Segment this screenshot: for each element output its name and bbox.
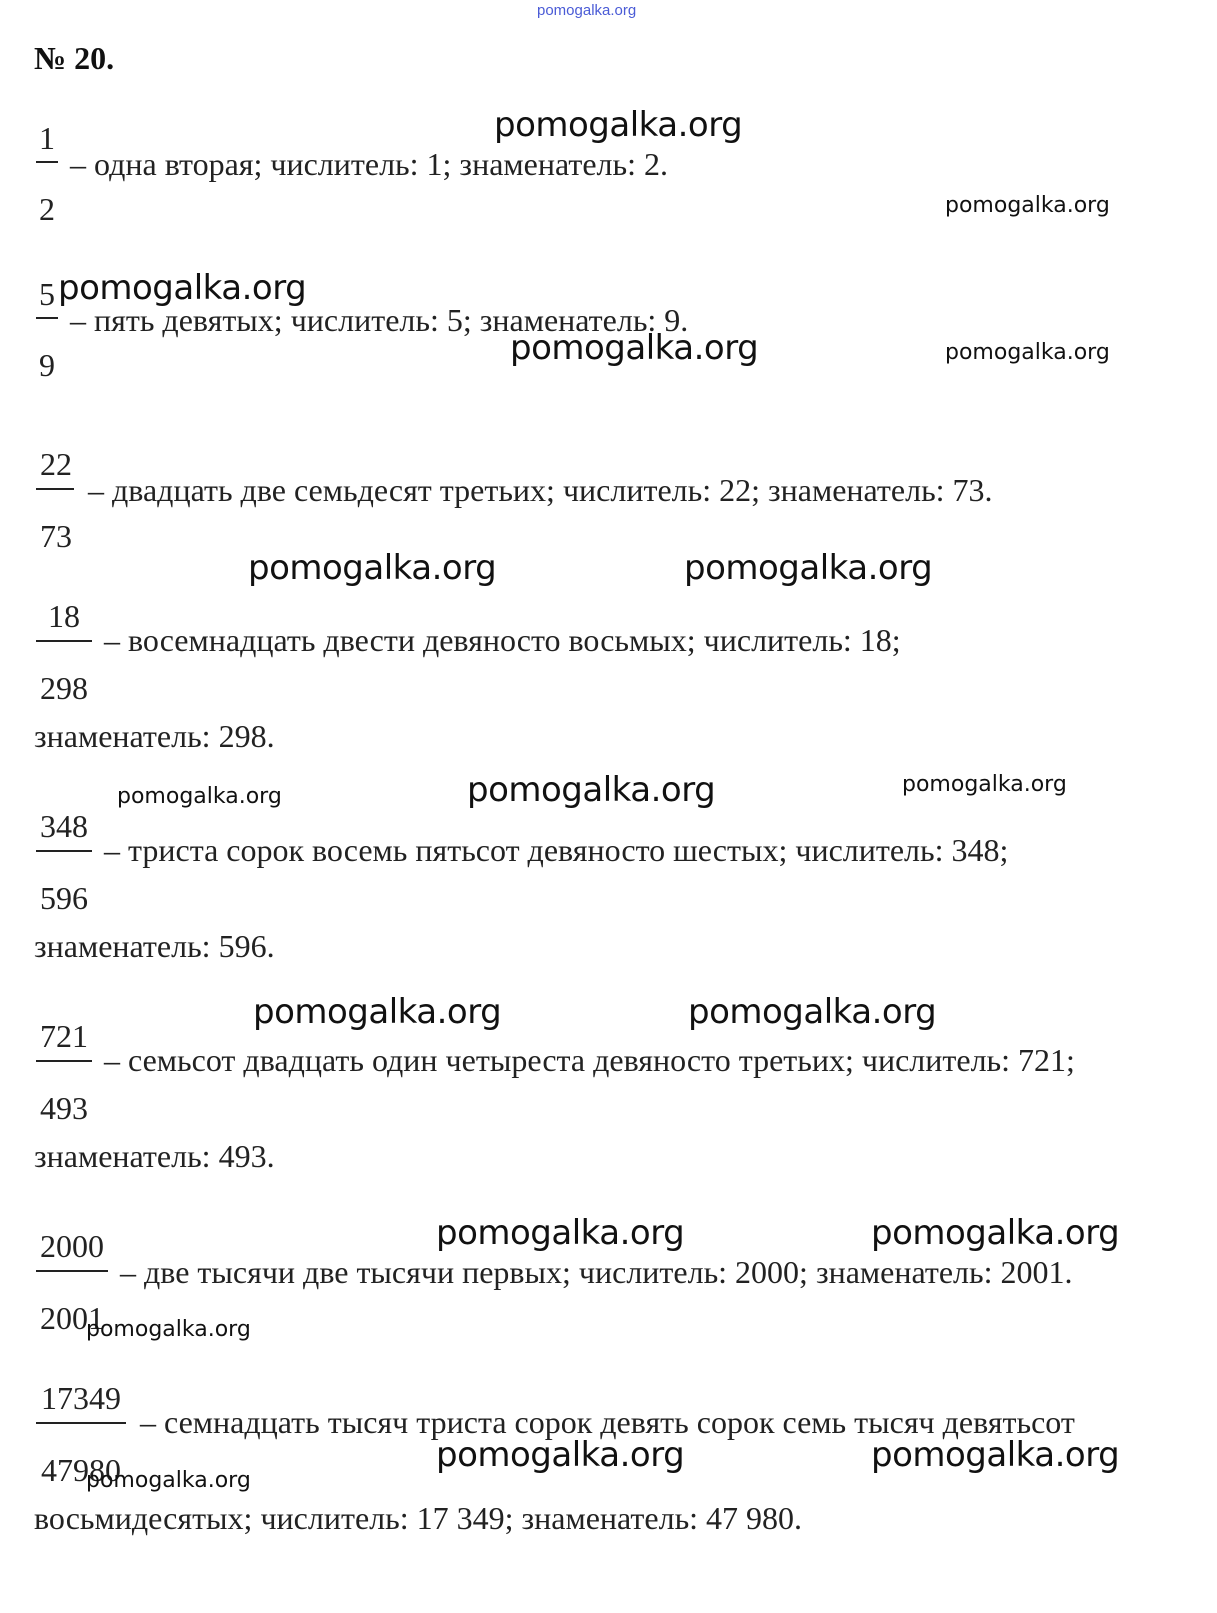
fraction-2 (36, 278, 58, 381)
description-continuation: знаменатель: 493. (34, 1138, 275, 1174)
denominator: 9 (39, 347, 55, 383)
fraction-bar (36, 1422, 126, 1424)
fraction-bar (36, 1060, 92, 1062)
fraction-1 (36, 122, 58, 225)
fraction-description: – одна вторая; числитель: 1; знаменатель: 2. (70, 146, 668, 182)
denominator: 596 (40, 880, 88, 916)
fraction-bar (36, 317, 58, 319)
watermark: pomogalka.org (510, 328, 759, 368)
description-continuation: знаменатель: 298. (34, 718, 275, 754)
watermark: pomogalka.org (945, 340, 1110, 365)
fraction-4 (36, 600, 92, 704)
numerator: 721 (40, 1018, 88, 1054)
denominator: 493 (40, 1090, 88, 1126)
fraction-5 (36, 810, 92, 914)
watermark: pomogalka.org (436, 1435, 685, 1475)
numerator: 348 (40, 808, 88, 844)
fraction-description: – две тысячи две тысячи первых; числитель: 2000; знаменатель: 2001. (120, 1254, 1073, 1290)
fraction-bar (36, 488, 74, 490)
watermark: pomogalka.org (945, 193, 1110, 218)
fraction-description: – семьсот двадцать один четыреста девяносто третьих; числитель: 721; (104, 1042, 1075, 1078)
watermark: pomogalka.org (248, 548, 497, 588)
watermark: pomogalka.org (684, 548, 933, 588)
watermark: pomogalka.org (467, 770, 716, 810)
watermark: pomogalka.org (688, 992, 937, 1032)
numerator: 18 (48, 598, 80, 634)
watermark: pomogalka.org (494, 105, 743, 145)
watermark: pomogalka.org (871, 1213, 1120, 1253)
numerator: 17349 (41, 1380, 121, 1416)
numerator: 1 (39, 120, 55, 156)
watermark: pomogalka.org (902, 772, 1067, 797)
denominator: 2001 (40, 1300, 104, 1336)
watermark: pomogalka.org (86, 1468, 251, 1493)
description-continuation: знаменатель: 596. (34, 928, 275, 964)
top-watermark: pomogalka.org (537, 2, 637, 19)
fraction-bar (36, 161, 58, 163)
fraction-description: – двадцать две семьдесят третьих; числитель: 22; знаменатель: 73. (88, 472, 993, 508)
fraction-3 (36, 448, 76, 552)
numerator: 22 (40, 446, 72, 482)
fraction-bar (36, 640, 92, 642)
fraction-description: – пять девятых; числитель: 5; знаменатель: 9. (70, 302, 689, 338)
description-continuation: восьмидесятых; числитель: 17 349; знаменатель: 47 980. (34, 1500, 803, 1536)
fraction-bar (36, 850, 92, 852)
watermark: pomogalka.org (871, 1435, 1120, 1475)
denominator: 73 (40, 518, 72, 554)
watermark: pomogalka.org (253, 992, 502, 1032)
fraction-description: – триста сорок восемь пятьсот девяносто шестых; числитель: 348; (104, 832, 1009, 868)
watermark: pomogalka.org (117, 784, 282, 809)
watermark: pomogalka.org (436, 1213, 685, 1253)
fraction-6 (36, 1020, 92, 1124)
denominator: 47980 (41, 1452, 121, 1488)
fraction-description: – восемнадцать двести девяносто восьмых; числитель: 18; (104, 622, 901, 658)
numerator: 5 (39, 276, 55, 312)
watermark: pomogalka.org (86, 1317, 251, 1342)
watermark: pomogalka.org (58, 268, 307, 308)
denominator: 298 (40, 670, 88, 706)
numerator: 2000 (40, 1228, 104, 1264)
fraction-bar (36, 1270, 108, 1272)
fraction-description: – семнадцать тысяч триста сорок девять сорок семь тысяч девятьсот (140, 1404, 1075, 1440)
denominator: 2 (39, 191, 55, 227)
problem-number: № 20. (34, 40, 115, 76)
